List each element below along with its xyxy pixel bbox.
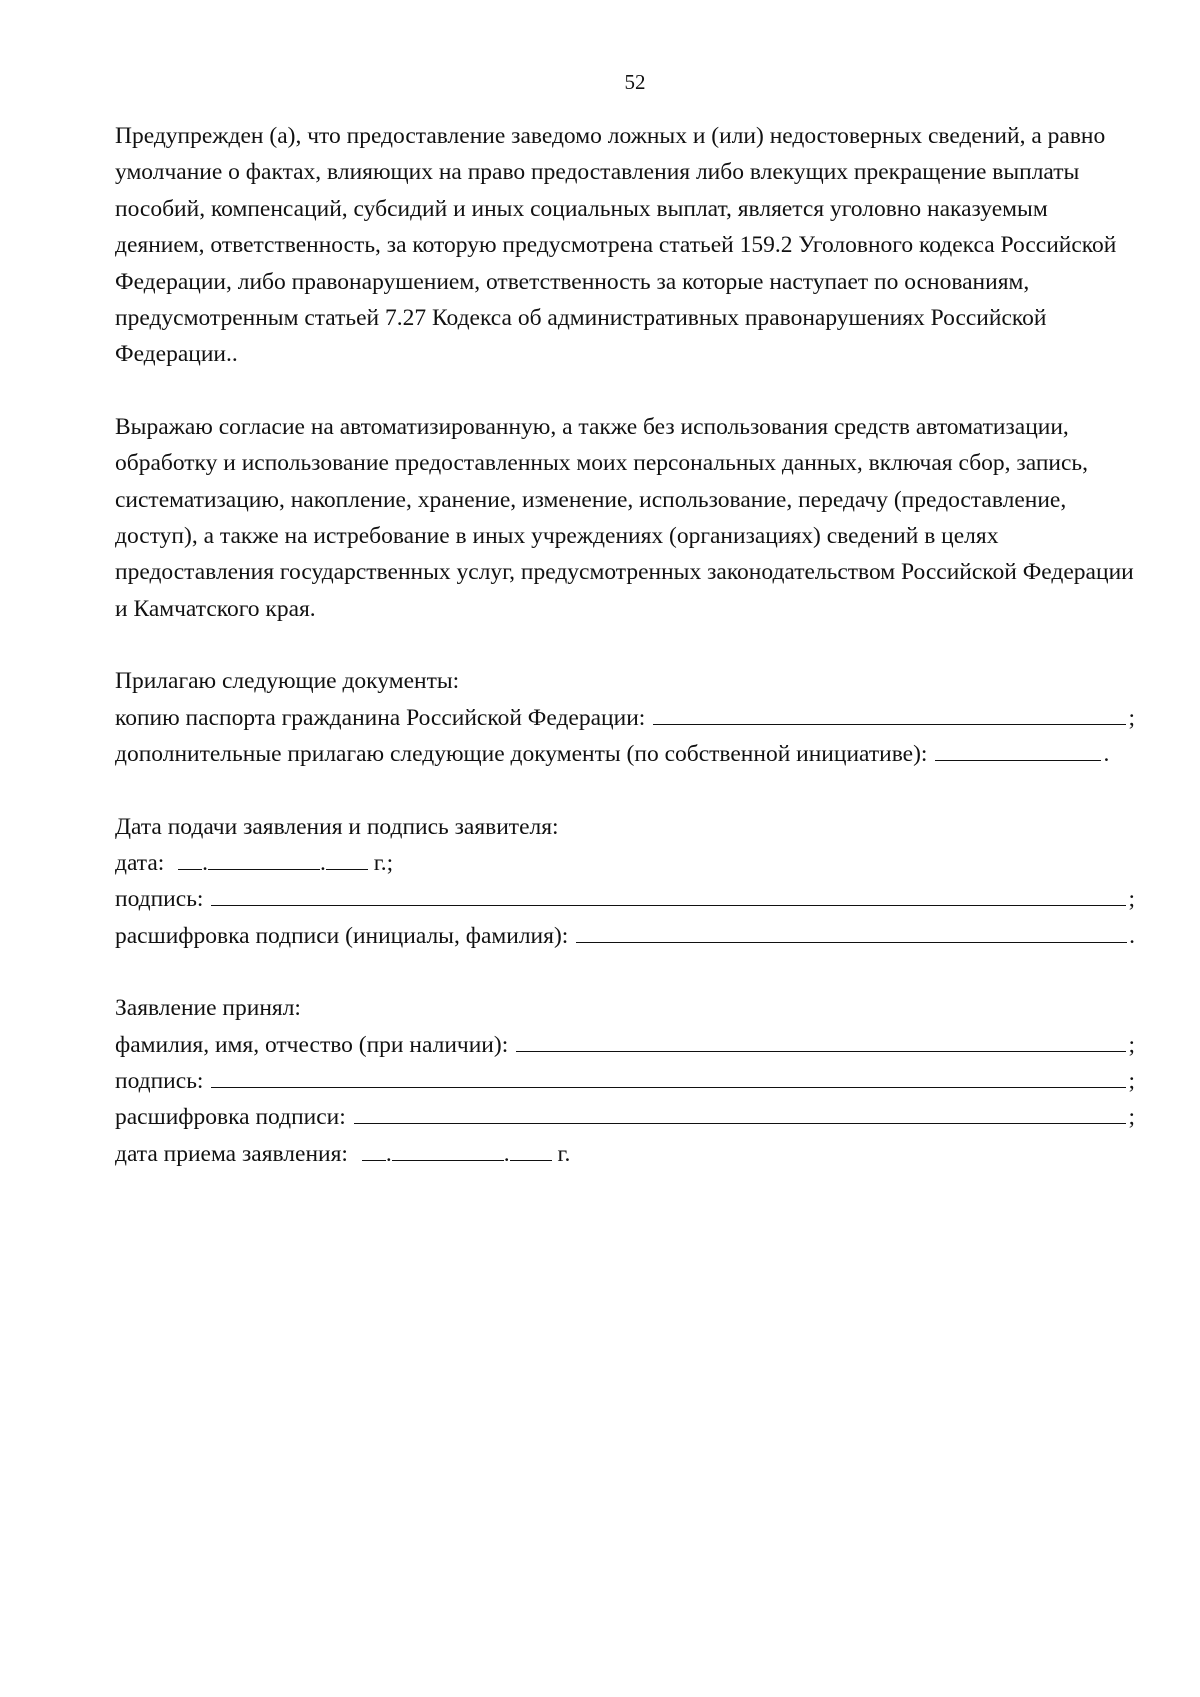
applicant-date-field [115, 845, 1135, 881]
additional-docs-field [115, 736, 1135, 772]
receiver-heading: Заявление принял: [115, 995, 301, 1022]
applicant-date-suffix: г.; [373, 849, 394, 876]
page-number: 52 [624, 70, 646, 94]
receiver-date-label: дата приема заявления: [115, 1140, 348, 1167]
applicant-decoding-field [115, 918, 1135, 954]
receiver-signature-end: ; [1128, 1067, 1135, 1094]
receiver-decoding-blank[interactable] [354, 1101, 1127, 1124]
passport-copy-blank[interactable] [653, 702, 1126, 725]
receiver-date-day-blank[interactable] [362, 1138, 386, 1161]
additional-docs-blank[interactable] [935, 738, 1101, 761]
passport-copy-end: ; [1128, 704, 1135, 731]
applicant-date-day-blank[interactable] [178, 847, 202, 870]
consent-paragraph: Выражаю согласие на автоматизированную, а также без использования средств автоматизации, обработку и использование предоставленных моих персональных данных, включая сбор, запись, систематизацию, накопление, хранение, изменение, использование, передачу (предоставление, доступ), а также на истребование в иных учреждениях (организациях) сведений в целях предоставления государственных услуг, предусмотренных законодательством Российской Федерации и Камчатского края. [115, 413, 1134, 622]
receiver-decoding-end: ; [1128, 1104, 1135, 1131]
attachments-heading: Прилагаю следующие документы: [115, 668, 460, 695]
applicant-signature-blank[interactable] [211, 883, 1126, 906]
applicant-date-month-blank[interactable] [208, 847, 320, 870]
applicant-decoding-end: . [1129, 922, 1135, 949]
receiver-signature-label: подпись: [115, 1067, 204, 1094]
document-body [115, 118, 1135, 1172]
receiver-decoding-field [115, 1099, 1135, 1135]
applicant-heading: Дата подачи заявления и подпись заявителя: [115, 813, 559, 840]
warning-paragraph: Предупрежден (а), что предоставление заведомо ложных и (или) недостоверных сведений, а равно умолчание о фактах, влияющих на право предоставления либо влекущих прекращение выплаты пособий, компенсаций, субсидий и иных социальных выплат, является уголовно наказуемым деянием, ответственность, за которую предусмотрена статьей 159.2 Уголовного кодекса Российской Федерации, либо правонарушением, ответственность за которые наступает по основаниям, предусмотренным статьей 7.27 Кодекса об административных правонарушениях Российской Федерации.. [115, 123, 1117, 368]
passport-copy-field [115, 700, 1135, 736]
receiver-decoding-label: расшифровка подписи: [115, 1104, 346, 1131]
attachments-section [115, 663, 1135, 772]
receiver-date-dot-1: . [385, 1140, 392, 1167]
additional-docs-end: . [1103, 741, 1110, 768]
applicant-date-label: дата: [115, 849, 165, 876]
receiver-signature-blank[interactable] [211, 1065, 1126, 1088]
receiver-signature-field [115, 1063, 1135, 1099]
applicant-signature-label: подпись: [115, 886, 204, 913]
receiver-date-year-blank[interactable] [510, 1138, 552, 1161]
receiver-fio-field [115, 1027, 1135, 1063]
receiver-date-suffix: г. [557, 1140, 571, 1167]
applicant-signature-end: ; [1128, 886, 1135, 913]
applicant-date-dot-1: . [202, 849, 209, 876]
applicant-section [115, 809, 1135, 955]
applicant-decoding-blank[interactable] [576, 920, 1127, 943]
receiver-fio-label: фамилия, имя, отчество (при наличии): [115, 1031, 509, 1058]
applicant-date-dot-2: . [320, 849, 326, 876]
applicant-signature-field [115, 881, 1135, 917]
additional-docs-label: дополнительные прилагаю следующие документы (по собственной инициативе): [115, 741, 928, 768]
applicant-date-year-blank[interactable] [326, 847, 368, 870]
applicant-decoding-label: расшифровка подписи (инициалы, фамилия): [115, 922, 569, 949]
receiver-section [115, 990, 1135, 1172]
receiver-date-month-blank[interactable] [392, 1138, 504, 1161]
passport-copy-label: копию паспорта гражданина Российской Федерации: [115, 704, 646, 731]
receiver-fio-blank[interactable] [516, 1029, 1126, 1052]
receiver-date-field [115, 1136, 1135, 1172]
receiver-fio-end: ; [1128, 1031, 1135, 1058]
receiver-date-dot-2: . [503, 1140, 510, 1167]
